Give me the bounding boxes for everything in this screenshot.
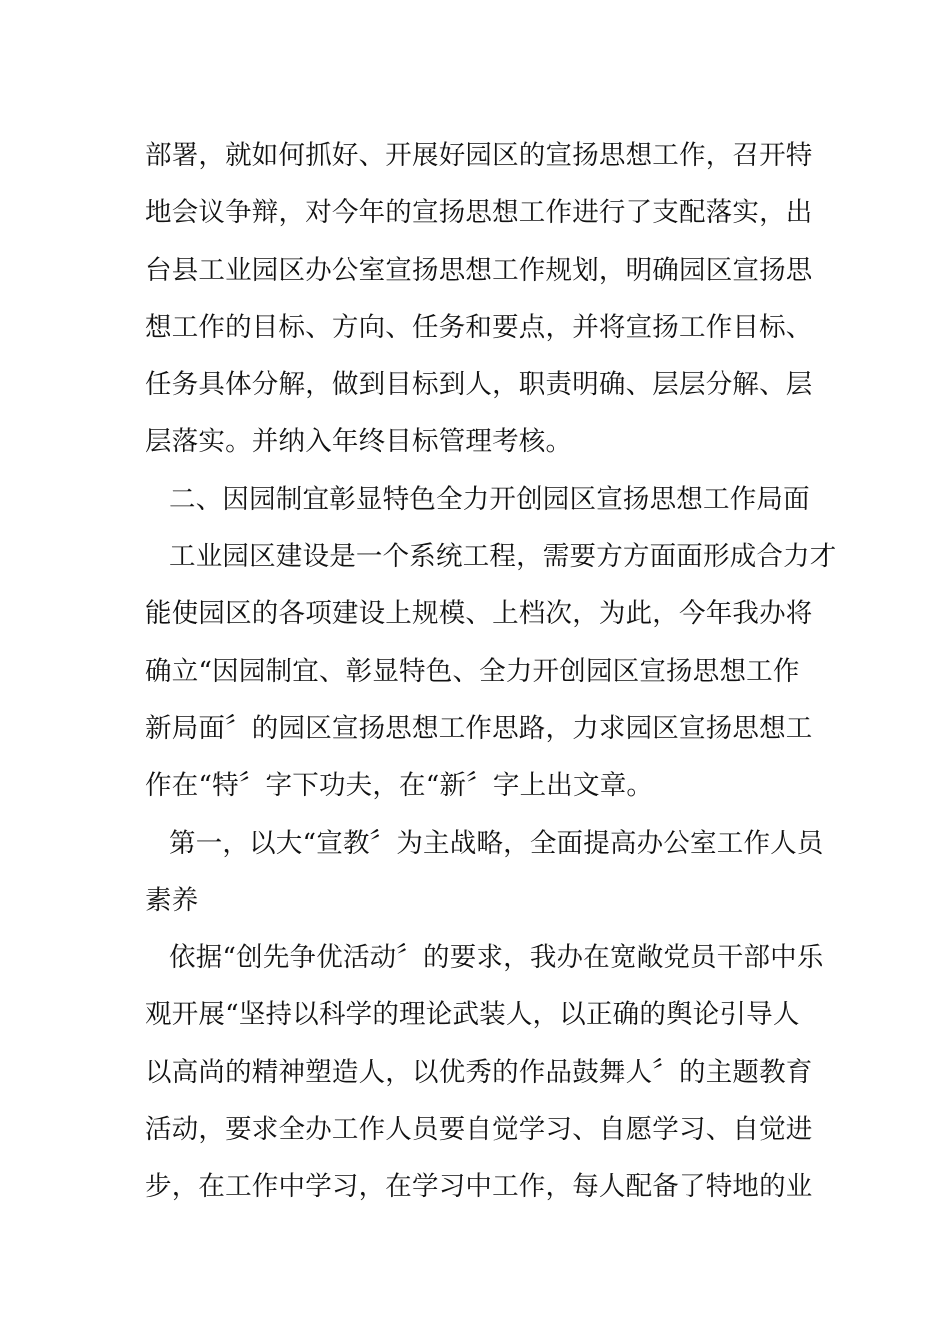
- text-line-16: 观开展“坚持以科学的理论武装人，以正确的舆论引导人: [145, 999, 800, 1031]
- document-body: [145, 127, 837, 1216]
- text-line-3: 台县工业园区办公室宣扬思想工作规划，明确园区宣扬思: [145, 254, 813, 286]
- text-line-2: 地会议争辩，对今年的宣扬思想工作进行了支配落实，出: [145, 197, 813, 229]
- text-line-11: 新局面〞的园区宣扬思想工作思路，力求园区宣扬思想工: [145, 712, 813, 744]
- text-line-14: 素养: [145, 884, 199, 916]
- text-line-15: 依据“创先争优活动〞的要求，我办在宽敞党员干部中乐: [169, 942, 824, 974]
- text-line-10: 确立“因园制宜、彰显特色、全力开创园区宣扬思想工作: [145, 655, 800, 687]
- text-line-12: 作在“特〞字下功夫，在“新〞字上出文章。: [145, 770, 654, 802]
- subsection-heading: 第一，以大“宣教〞为主战略，全面提高办公室工作人员: [169, 827, 824, 859]
- text-line-5: 任务具体分解，做到目标到人，职责明确、层层分解、层: [145, 369, 813, 401]
- text-line-8: 工业园区建设是一个系统工程，需要方方面面形成合力才: [169, 541, 837, 573]
- text-line-9: 能使园区的各项建设上规模、上档次，为此，今年我办将: [145, 598, 813, 630]
- text-line-4: 想工作的目标、方向、任务和要点，并将宣扬工作目标、: [145, 311, 813, 343]
- text-line-19: 步，在工作中学习，在学习中工作，每人配备了特地的业: [145, 1171, 813, 1203]
- text-line-17: 以高尚的精神塑造人，以优秀的作品鼓舞人〞的主题教育: [145, 1056, 813, 1088]
- text-line-1: 部署，就如何抓好、开展好园区的宣扬思想工作，召开特: [145, 140, 813, 171]
- text-line-18: 活动，要求全办工作人员要自觉学习、自愿学习、自觉进: [145, 1114, 813, 1146]
- section-heading: 二、因园制宜彰显特色全力开创园区宣扬思想工作局面: [169, 483, 810, 515]
- text-line-6: 层落实。并纳入年终目标管理考核。: [145, 426, 573, 458]
